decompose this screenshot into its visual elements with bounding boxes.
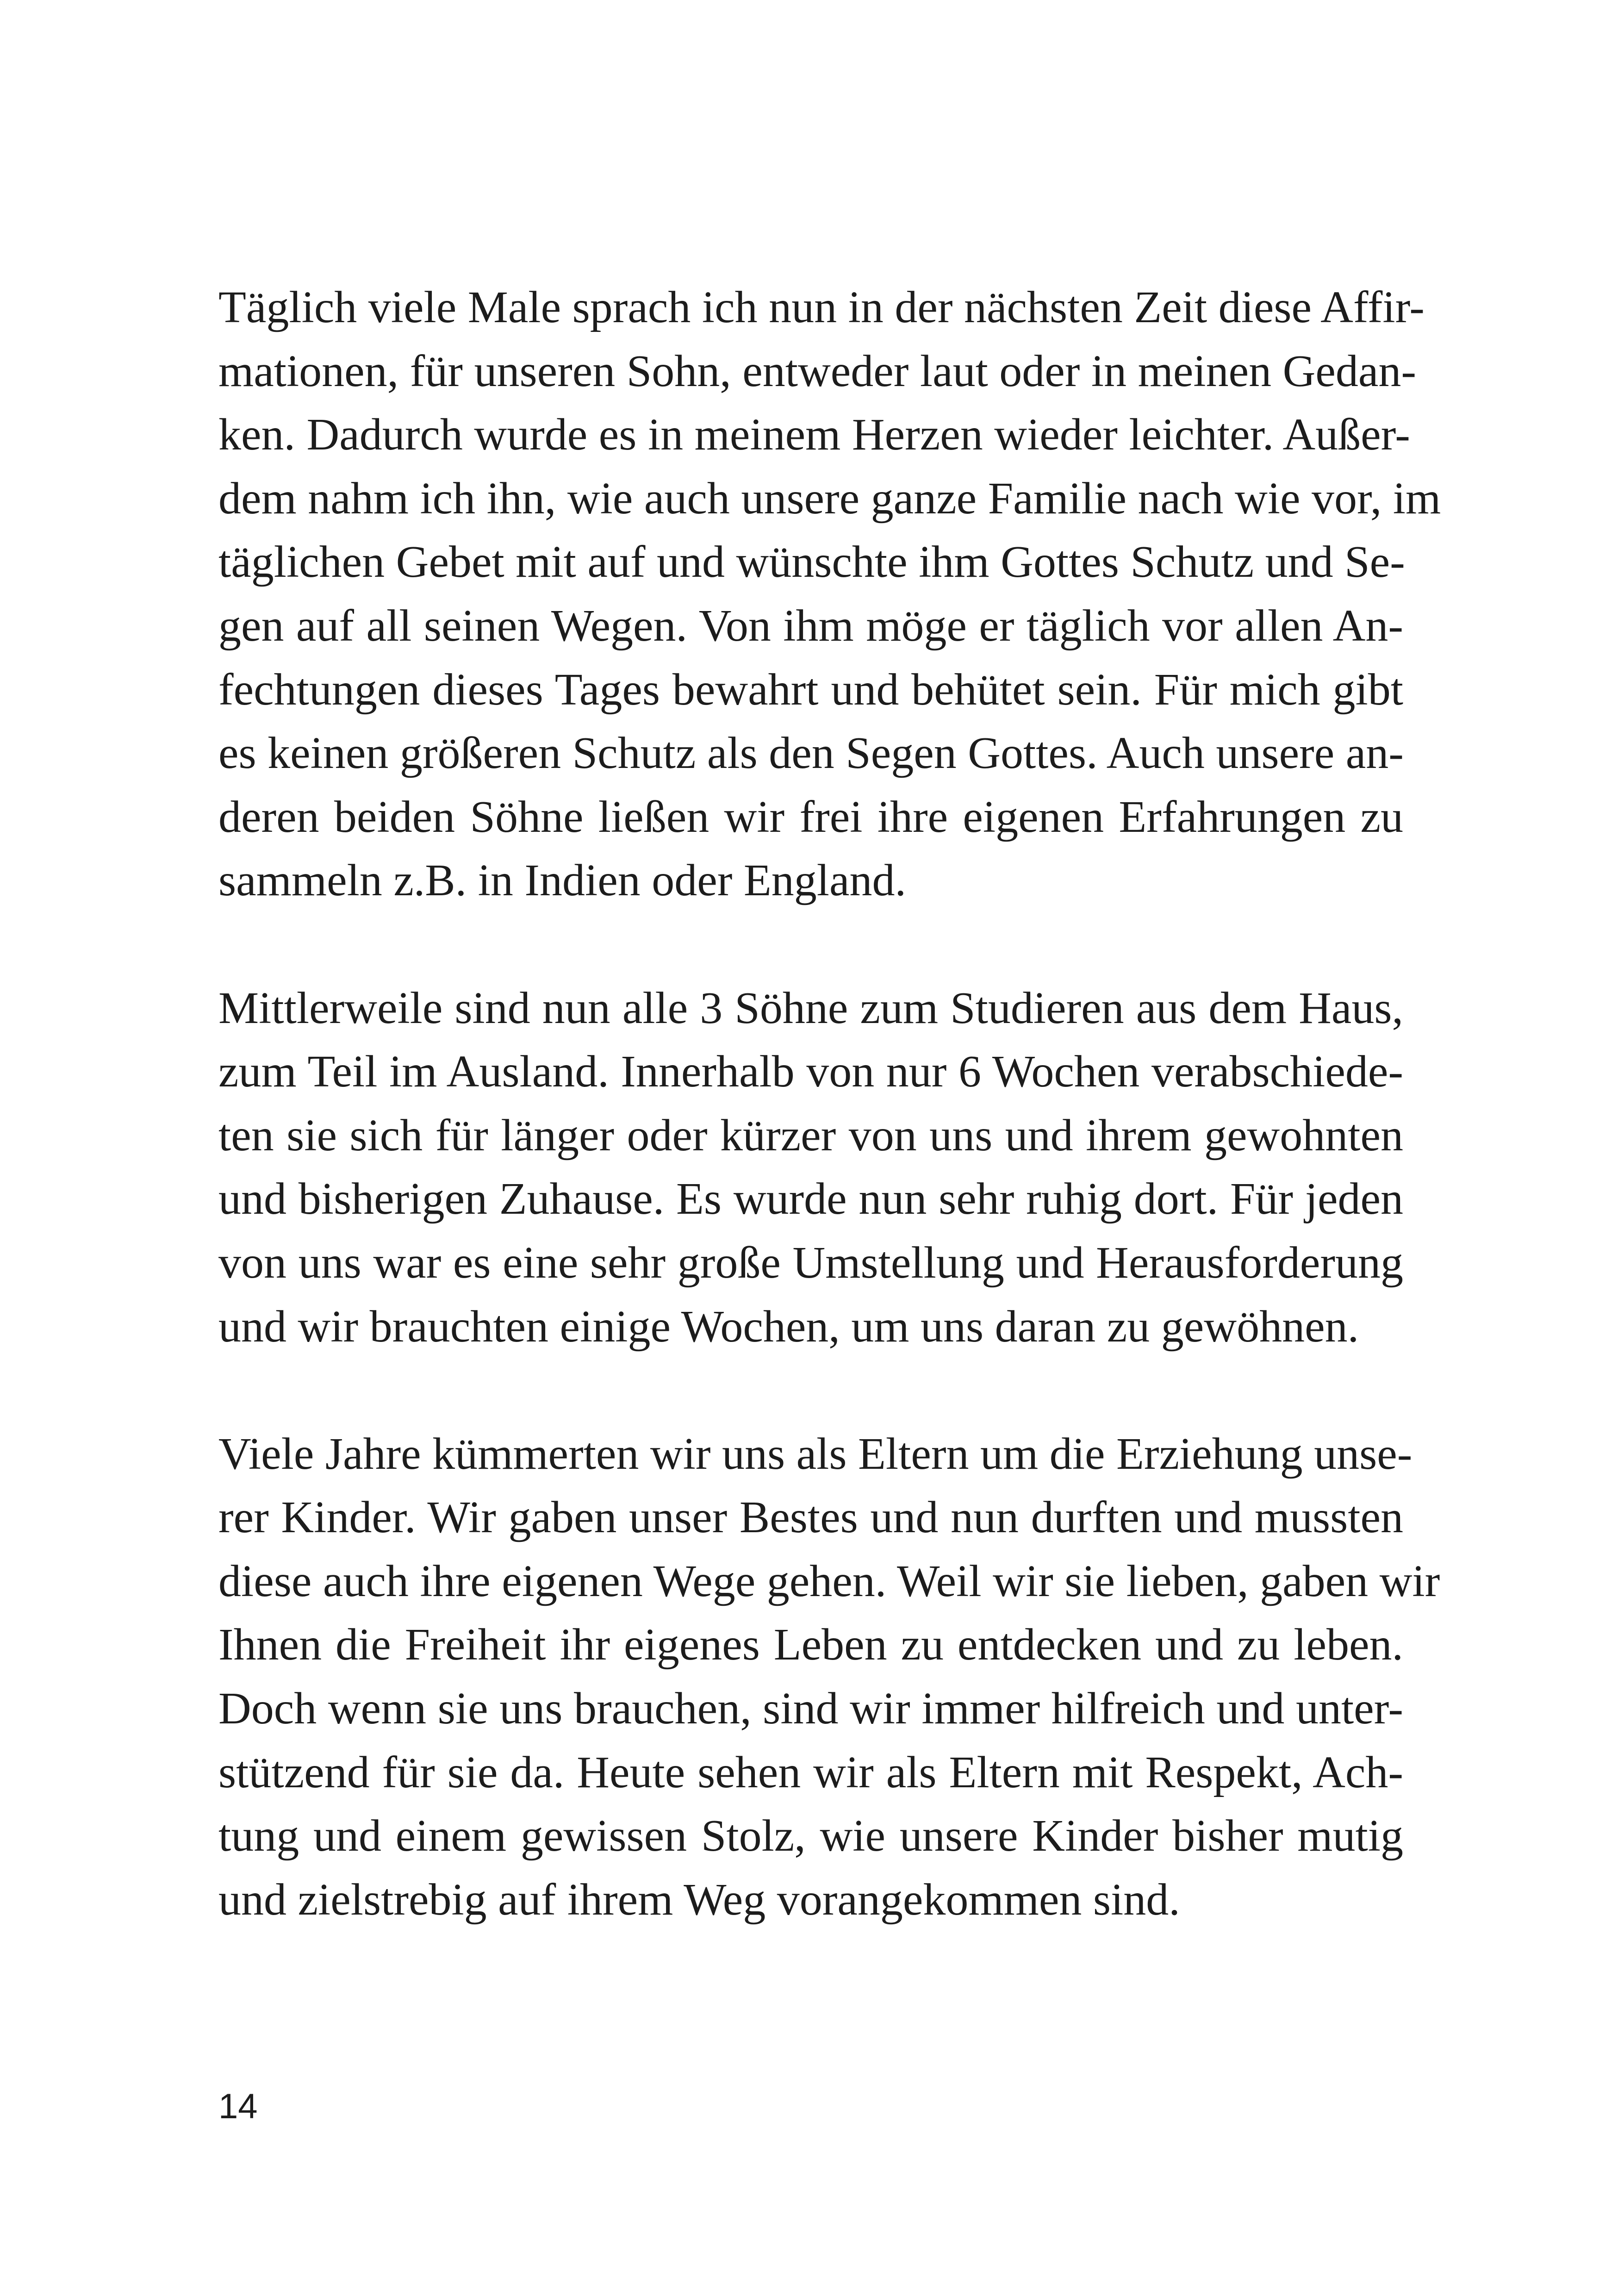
text-line: zum Teil im Ausland. Innerhalb von nur 6 Wochen verabschiede- — [218, 1047, 1403, 1097]
text-line: Täglich viele Male sprach ich nun in der nächsten Zeit diese Affir- — [218, 282, 1425, 332]
text-line: ten sie sich für länger oder kürzer von uns und ihrem gewohnten — [218, 1110, 1403, 1160]
text-line: Ihnen die Freiheit ihr eigenes Leben zu entdecken und zu leben. — [218, 1620, 1403, 1670]
text-line: tung und einem gewissen Stolz, wie unsere Kinder bisher mutig — [218, 1811, 1403, 1861]
text-line: rer Kinder. Wir gaben unser Bestes und nun durften und mussten — [218, 1492, 1403, 1543]
text-line: fechtungen dieses Tages bewahrt und behütet sein. Für mich gibt — [218, 664, 1403, 715]
text-line: und wir brauchten einige Wochen, um uns daran zu gewöhnen. — [218, 1301, 1359, 1352]
paragraph-gap — [218, 1359, 1403, 1423]
text-line: gen auf all seinen Wegen. Von ihm möge er täglich vor allen An- — [218, 600, 1403, 651]
text-line: und bisherigen Zuhause. Es wurde nun sehr ruhig dort. Für jeden — [218, 1174, 1403, 1224]
text-line: ken. Dadurch wurde es in meinem Herzen wieder leichter. Außer- — [218, 410, 1410, 460]
paragraph-2 — [218, 977, 1403, 1359]
paragraph-gap — [218, 913, 1403, 977]
text-line: deren beiden Söhne ließen wir frei ihre eigenen Erfahrungen zu — [218, 792, 1403, 842]
text-line: täglichen Gebet mit auf und wünschte ihm Gottes Schutz und Se- — [218, 537, 1405, 587]
text-line: diese auch ihre eigenen Wege gehen. Weil wir sie lieben, gaben wir — [218, 1556, 1440, 1606]
text-line: stützend für sie da. Heute sehen wir als Eltern mit Respekt, Ach- — [218, 1747, 1403, 1797]
text-line: von uns war es eine sehr große Umstellung und Herausforderung — [218, 1237, 1403, 1288]
text-line: mationen, für unseren Sohn, entweder laut oder in meinen Gedan- — [218, 346, 1417, 396]
text-line: Viele Jahre kümmerten wir uns als Eltern um die Erziehung unse- — [218, 1429, 1413, 1479]
page-number: 14 — [218, 2087, 258, 2126]
text-line: Doch wenn sie uns brauchen, sind wir immer hilfreich und unter- — [218, 1684, 1403, 1734]
paragraph-3 — [218, 1423, 1440, 1932]
text-line: sammeln z.B. in Indien oder England. — [218, 855, 906, 906]
text-line: Mittlerweile sind nun alle 3 Söhne zum Studieren aus dem Haus, — [218, 983, 1403, 1033]
text-line: dem nahm ich ihn, wie auch unsere ganze Familie nach wie vor, im — [218, 473, 1441, 524]
text-line: und zielstrebig auf ihrem Weg vorangekommen sind. — [218, 1874, 1180, 1925]
text-line: es keinen größeren Schutz als den Segen Gottes. Auch unsere an- — [218, 728, 1404, 779]
body-text — [218, 276, 1441, 1932]
paragraph-1 — [218, 276, 1441, 913]
